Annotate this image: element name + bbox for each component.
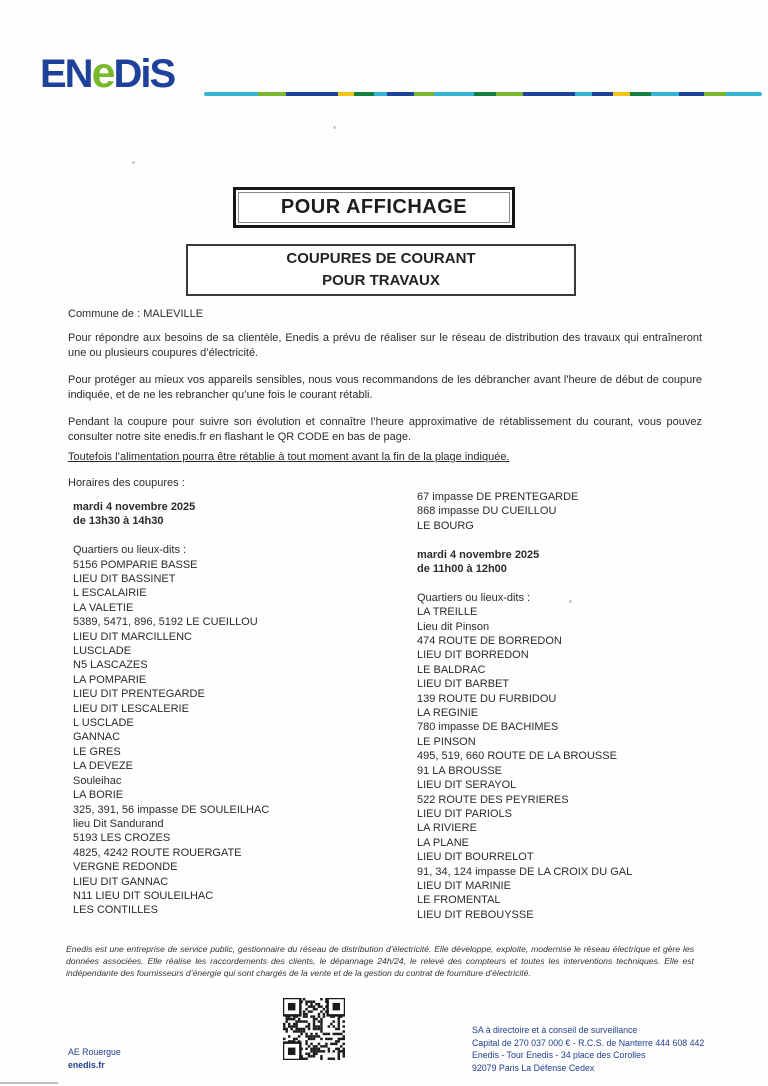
enedis-logo <box>40 49 175 97</box>
place-item: 325, 391, 56 impasse DE SOULEILHAC <box>73 803 270 816</box>
place-item: LE FROMENTAL <box>417 894 501 907</box>
place-item: LE PINSON <box>417 735 476 748</box>
place-item: 91, 34, 124 impasse DE LA CROIX DU GAL <box>417 865 633 878</box>
place-item: LIEU DIT GANNAC <box>73 875 169 888</box>
paragraph-protect-devices: Pour protéger au mieux vos appareils sensibles, nous vous recommandons de les débrancher avant l'heure de début de coupure indiquée, et de ne les rebrancher qu’une fois le courant rétabli. <box>68 374 702 401</box>
quartiers-label: Quartiers ou lieux-dits : <box>73 544 187 557</box>
outage-time: de 13h30 à 14h30 <box>73 515 164 528</box>
brand-line-segment <box>286 92 339 96</box>
place-item: 91 LA BROUSSE <box>417 764 502 777</box>
brand-line-segment <box>726 92 762 96</box>
company-info-line: Enedis - Tour Enedis - 34 place des Corolles <box>472 1050 646 1061</box>
place-list-right-top <box>417 490 752 533</box>
agency-name: AE Rouergue <box>68 1047 121 1057</box>
place-item: LUSCLADE <box>73 645 132 658</box>
logo-text-blue-1: EN <box>40 52 92 96</box>
place-item: LE BALDRAC <box>417 663 486 676</box>
place-item: 5193 LES CROZES <box>73 832 171 845</box>
outage-column-left <box>73 500 403 918</box>
pour-affichage-inner-frame <box>238 192 510 223</box>
place-item: LIEU DIT PRENTEGARDE <box>73 688 205 701</box>
footer-agency-block <box>68 1046 121 1072</box>
place-item: LA BORIE <box>73 789 124 802</box>
brand-line-segment <box>630 92 652 96</box>
place-item: LA DEVEZE <box>73 760 133 773</box>
brand-line-segment <box>354 92 374 96</box>
place-item: LA POMPARIE <box>73 673 147 686</box>
brand-line-segment <box>338 92 354 96</box>
place-item: LIEU DIT SERAYOL <box>417 779 517 792</box>
place-item: LIEU DIT PARIOLS <box>417 807 512 820</box>
brand-line-segment <box>575 92 591 96</box>
legal-paragraph: Enedis est une entreprise de service public, gestionnaire du réseau de distribution d’électricité. Elle développe, exploite, modernise le réseau électrique et gère les données associées. Elle réalise les raccordements des clients, le dépannage 24h/24, le relevé des compteurs et toutes les interventions techniques. Elle est indépendante des fournisseurs d’énergie qui sont chargés de la vente et de la gestion du contrat de fourniture d’électricité. <box>66 944 694 978</box>
spacer <box>73 529 403 543</box>
paragraph-works-notice: Pour répondre aux besoins de sa clientèle, Enedis a prévu de réaliser sur le réseau de distribution des travaux qui entraîneront une ou plusieurs coupures d’électricité. <box>68 332 702 359</box>
place-item: 522 ROUTE DES PEYRIERES <box>417 793 569 806</box>
brand-line-segment <box>523 92 576 96</box>
brand-line-segment <box>258 92 285 96</box>
place-item: Souleihac <box>73 774 122 787</box>
brand-line-segment <box>613 92 629 96</box>
outage-date: mardi 4 novembre 2025 <box>417 548 540 561</box>
place-item: LIEU DIT BOURRELOT <box>417 851 534 864</box>
spacer <box>417 533 752 547</box>
place-item: LE BOURG <box>417 519 474 532</box>
place-item: Lieu dit Pinson <box>417 620 490 633</box>
schedule-heading: Horaires des coupures : <box>68 477 185 489</box>
place-item: L USCLADE <box>73 717 134 730</box>
place-item: 139 ROUTE DU FURBIDOU <box>417 692 557 705</box>
logo-text-green-e: e <box>91 49 114 97</box>
subject-line-2: POUR TRAVAUX <box>322 272 440 289</box>
spacer <box>417 576 752 590</box>
paragraph-qr-info: Pendant la coupure pour suivre son évolution et connaître l’heure approximative de rétablissement du courant, vous pouvez consulter notre site enedis.fr en flashant le QR CODE en bas de page. <box>68 416 702 443</box>
place-item: LIEU DIT BARBET <box>417 678 510 691</box>
place-item: 868 impasse DU CUEILLOU <box>417 505 557 518</box>
brand-line-segment <box>651 92 678 96</box>
footer-company-block <box>472 1024 704 1074</box>
place-list-left <box>73 558 403 918</box>
place-item: LA RIVIERE <box>417 822 477 835</box>
place-item: LA REGINIE <box>417 707 479 720</box>
company-info-line: Capital de 270 037 000 € - R.C.S. de Nanterre 444 608 442 <box>472 1037 705 1048</box>
place-item: N5 LASCAZES <box>73 659 148 672</box>
place-item: LIEU DIT BORREDON <box>417 649 529 662</box>
brand-line-segment <box>679 92 704 96</box>
place-item: 780 impasse DE BACHIMES <box>417 721 559 734</box>
brand-line-segment <box>434 92 474 96</box>
place-item: 474 ROUTE DE BORREDON <box>417 635 562 648</box>
brand-line-segment <box>592 92 614 96</box>
place-item: LA TREILLE <box>417 606 478 619</box>
brand-line-segment <box>704 92 726 96</box>
brand-line-segment <box>496 92 523 96</box>
place-item: 67 impasse DE PRENTEGARDE <box>417 491 579 503</box>
company-info-line: 92079 Paris La Défense Cedex <box>472 1062 595 1073</box>
brand-line-segment <box>414 92 434 96</box>
brand-line-segment <box>387 92 414 96</box>
place-item: 5156 POMPARIE BASSE <box>73 558 198 571</box>
pour-affichage-banner <box>233 187 515 228</box>
place-item: LE GRES <box>73 745 121 758</box>
place-item: GANNAC <box>73 731 121 744</box>
subject-line-1: COUPURES DE COURANT <box>286 250 476 268</box>
scan-edge-mark <box>0 1082 58 1084</box>
scan-artifact <box>132 161 135 164</box>
brand-line-segment <box>474 92 496 96</box>
website-label: enedis.fr <box>68 1060 105 1070</box>
outage-date: mardi 4 novembre 2025 <box>73 501 196 513</box>
subject-box <box>186 244 576 296</box>
scan-artifact <box>333 126 336 129</box>
place-item: VERGNE REDONDE <box>73 861 178 874</box>
place-item: LA VALETIE <box>73 601 134 614</box>
place-item: lieu Dit Sandurand <box>73 817 164 830</box>
place-item: 5389, 5471, 896, 5192 LE CUEILLOU <box>73 616 258 629</box>
place-item: 495, 519, 660 ROUTE DE LA BROUSSE <box>417 750 617 763</box>
place-item: LIEU DIT MARINIE <box>417 879 511 892</box>
place-item: N11 LIEU DIT SOULEILHAC <box>73 889 214 902</box>
place-item: LIEU DIT BASSINET <box>73 573 176 586</box>
place-item: LIEU DIT LESCALERIE <box>73 702 189 715</box>
scan-artifact <box>569 600 572 603</box>
place-item: LES CONTILLES <box>73 904 158 917</box>
outage-column-right <box>417 490 752 922</box>
brand-color-line <box>204 92 762 96</box>
commune-line: Commune de : MALEVILLE <box>68 308 204 320</box>
outage-time: de 11h00 à 12h00 <box>417 563 507 576</box>
place-item: LIEU DIT MARCILLENC <box>73 630 192 643</box>
brand-line-segment <box>204 92 258 96</box>
place-item: L ESCALAIRIE <box>73 587 147 600</box>
company-info-line: SA à directoire et à conseil de surveillance <box>472 1025 638 1035</box>
place-item: LA PLANE <box>417 836 469 849</box>
place-list-right <box>417 605 752 922</box>
brand-line-segment <box>374 92 387 96</box>
place-item: LIEU DIT REBOUYSSE <box>417 908 534 921</box>
restoration-notice-underlined: Toutefois l’alimentation pourra être rétablie à tout moment avant la fin de la plage indiquée. <box>68 451 510 463</box>
place-item: 4825, 4242 ROUTE ROUERGATE <box>73 846 242 859</box>
quartiers-label: Quartiers ou lieux-dits : <box>417 591 531 604</box>
banner-title: POUR AFFICHAGE <box>280 196 468 218</box>
qr-code <box>283 998 345 1060</box>
logo-text-blue-2: DiS <box>113 52 175 96</box>
